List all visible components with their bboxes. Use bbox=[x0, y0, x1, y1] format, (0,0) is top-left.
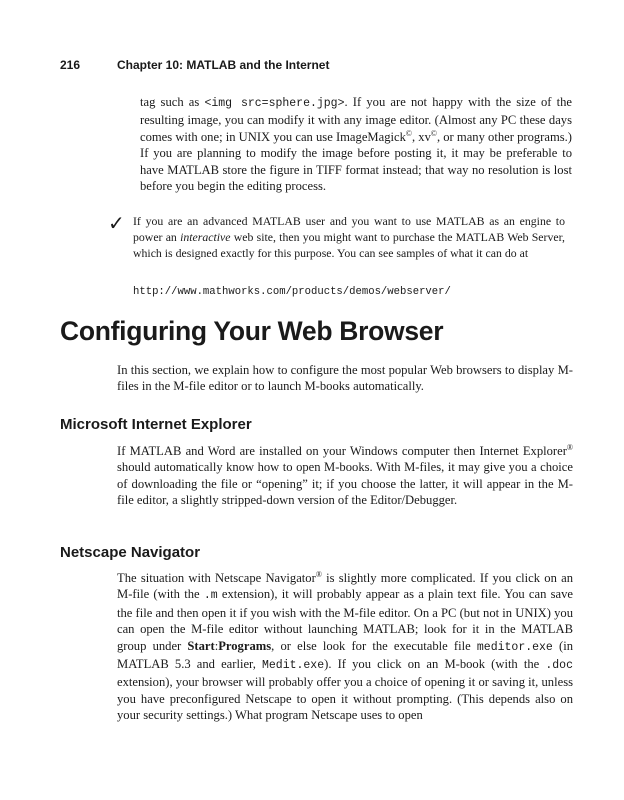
section-title: Configuring Your Web Browser bbox=[60, 316, 444, 346]
check-icon: ✓ bbox=[108, 211, 125, 235]
copyright-mark: © bbox=[405, 128, 412, 138]
registered-mark: ® bbox=[566, 442, 573, 452]
section-intro: In this section, we explain how to configure the most popular Web browsers to display M-files in the M-file editor or to launch M-books automatically. bbox=[117, 363, 573, 394]
inline-code: .doc bbox=[545, 659, 573, 673]
paragraph-image-editing: tag such as <img src=sphere.jpg>. If you are not happy with the size of the resulting image, you can modify it with any image editor. (Almost any PC these days comes with one; in UNIX you can use ImageMagick©, xv©, or many other programs.) If you are planning to modify the image before posting it, it may be preferable to have MATLAB store the figure in TIFF format instead; that way no resolution is lost before you begin the editing process. bbox=[140, 95, 573, 194]
chapter-title: Chapter 10: MATLAB and the Internet bbox=[117, 58, 330, 72]
tip-paragraph: If you are an advanced MATLAB user and you want to use MATLAB as an engine to power an interactive web site, then you might want to purchase the MATLAB Web Server, which is designed exactly for this purpose. You can see samples of what it can do at bbox=[133, 214, 565, 261]
emphasis: interactive bbox=[180, 230, 231, 245]
page-number: 216 bbox=[60, 58, 81, 72]
webserver-url: http://www.mathworks.com/products/demos/webserver/ bbox=[133, 286, 451, 298]
netscape-heading: Netscape Navigator bbox=[60, 544, 201, 561]
ie-heading: Microsoft Internet Explorer bbox=[60, 416, 252, 433]
menu-programs: Programs bbox=[218, 638, 272, 653]
ie-paragraph: If MATLAB and Word are installed on your Windows computer then Internet Explorer® should automatically know how to open M-books. With M-files, it may give you a choice of downloading the file or “opening” it; if you choose the latter, it will appear in the M-file editor, a slightly stripped-down version of the Editor/Debugger. bbox=[117, 442, 573, 508]
inline-code: .m bbox=[203, 589, 218, 603]
netscape-paragraph: The situation with Netscape Navigator® is slightly more complicated. If you click on an M-file (with the .m extension), it will probably appear as a plain text file. You can save the file and then open it if you wish with the M-file editor. On a PC (but not in UNIX) you can open the M-file editor without launching MATLAB; look for it in the MATLAB group under Start:Programs, or else look for the executable file meditor.exe (in MATLAB 5.3 and earlier, Medit.exe). If you click on an M-book (with the .doc extension), your browser will probably offer you a choice of opening it or saving it, unless you have preconfigured Netscape to open it without prompting. (This depends also on your security settings.) What program Netscape uses to open bbox=[117, 569, 574, 723]
registered-mark: ® bbox=[315, 569, 322, 579]
copyright-mark: © bbox=[430, 128, 437, 138]
inline-code: meditor.exe bbox=[476, 640, 553, 654]
inline-code: Medit.exe bbox=[262, 659, 325, 673]
inline-code: <img src=sphere.jpg> bbox=[204, 97, 345, 110]
menu-start: Start bbox=[187, 638, 215, 653]
